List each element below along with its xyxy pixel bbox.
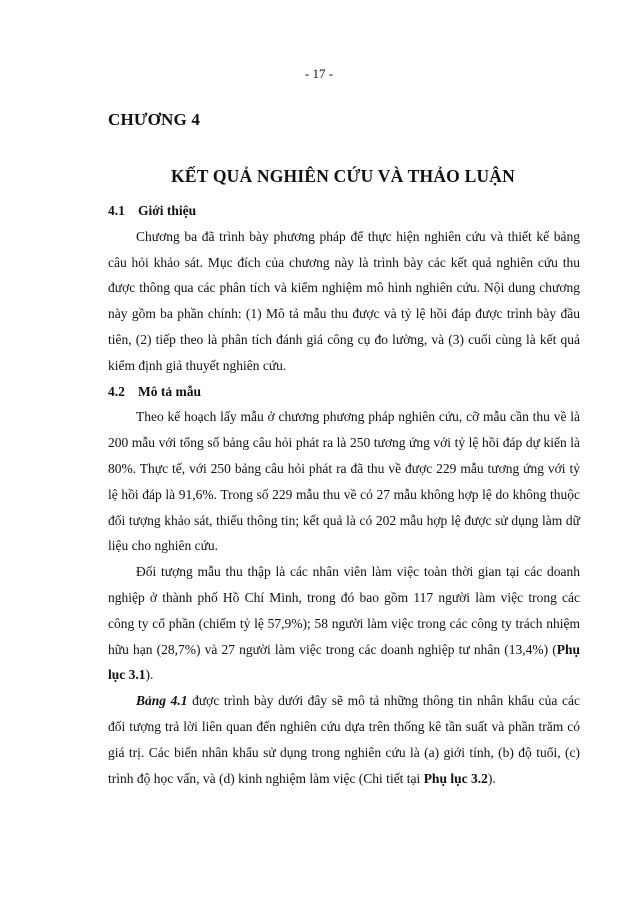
paragraph-sampling-plan: Theo kế hoạch lấy mẫu ở chương phương pháp nghiên cứu, cỡ mẫu cần thu về là 200 mẫu với tổng số bảng câu hỏi phát ra là 250 tương ứng với tỷ lệ hồi đáp dự kiến là 80%. Thực tế, với 250 bảng câu hỏi phát ra đã thu về được 229 mẫu tương ứng với tỷ lệ hồi đáp là 91,6%. Trong số 229 mẫu thu về có 27 mẫu không hợp lệ do không thuộc đối tượng khảo sát, thiếu thông tin; kết quả là có 202 mẫu hợp lệ được sử dụng làm dữ liệu cho nghiên cứu. — [108, 409, 580, 554]
appendix-reference: Phụ lục 3.2 — [423, 770, 488, 786]
section-number: 4.2 — [108, 383, 125, 399]
chapter-label: CHƯƠNG 4 — [108, 110, 201, 129]
section-heading-4-2 — [108, 379, 580, 405]
appendix-reference: Phụ lục 3.1 — [108, 641, 580, 683]
paragraph-table-description — [108, 688, 580, 791]
page-number: - 17 - — [304, 66, 334, 81]
paragraph-text: Đối tượng mẫu thu thập là các nhân viên làm việc toàn thời gian tại các doanh nghiệp ở thành phố Hồ Chí Minh, trong đó bao gồm 117 người làm việc trong các công ty cổ phần (chiếm tỷ lệ 57,9%); 58 người làm việc trong các công ty trách nhiệm hữu hạn (28,7%) và 27 người làm việc trong các doanh nghiệp tư nhân (13,4%) ( — [108, 564, 580, 657]
section-number: 4.1 — [108, 203, 125, 218]
section-title: Giới thiệu — [138, 203, 197, 218]
paragraph-sample-subjects — [108, 559, 580, 688]
chapter-title: KẾT QUẢ NGHIÊN CỨU VÀ THẢO LUẬN — [171, 166, 515, 186]
section-title: Mô tả mẫu — [138, 383, 201, 399]
table-reference: Bảng 4.1 — [136, 693, 188, 709]
paragraph-text-end: ). — [487, 770, 496, 786]
section-heading-4-1 — [108, 198, 580, 224]
paragraph-text: được trình bày dưới đây sẽ mô tả những thông tin nhân khẩu của các đối tượng trả lời liên quan đến nghiên cứu dựa trên thống kê tần suất và phần trăm có giá trị. Các biến nhân khẩu sử dụng trong nghiên cứu là (a) giới tính, (b) độ tuổi, (c) trình độ học vấn, và (d) kinh nghiệm làm việc (Chi tiết tại — [108, 693, 580, 786]
paragraph-text-end: ). — [145, 667, 154, 683]
document-body — [108, 198, 580, 791]
paragraph-introduction: Chương ba đã trình bày phương pháp để thực hiện nghiên cứu và thiết kế bảng câu hỏi khảo sát. Mục đích của chương này là trình bày các kết quả nghiên cứu thu được thông qua các phân tích và kiểm nghiệm mô hình nghiên cứu. Nội dung chương này gồm ba phần chính: (1) Mô tả mẫu thu được và tỷ lệ hồi đáp được trình bày đầu tiên, (2) tiếp theo là phân tích đánh giá công cụ đo lường, và (3) cuối cùng là kết quả kiểm định giả thuyết nghiên cứu. — [108, 228, 580, 373]
